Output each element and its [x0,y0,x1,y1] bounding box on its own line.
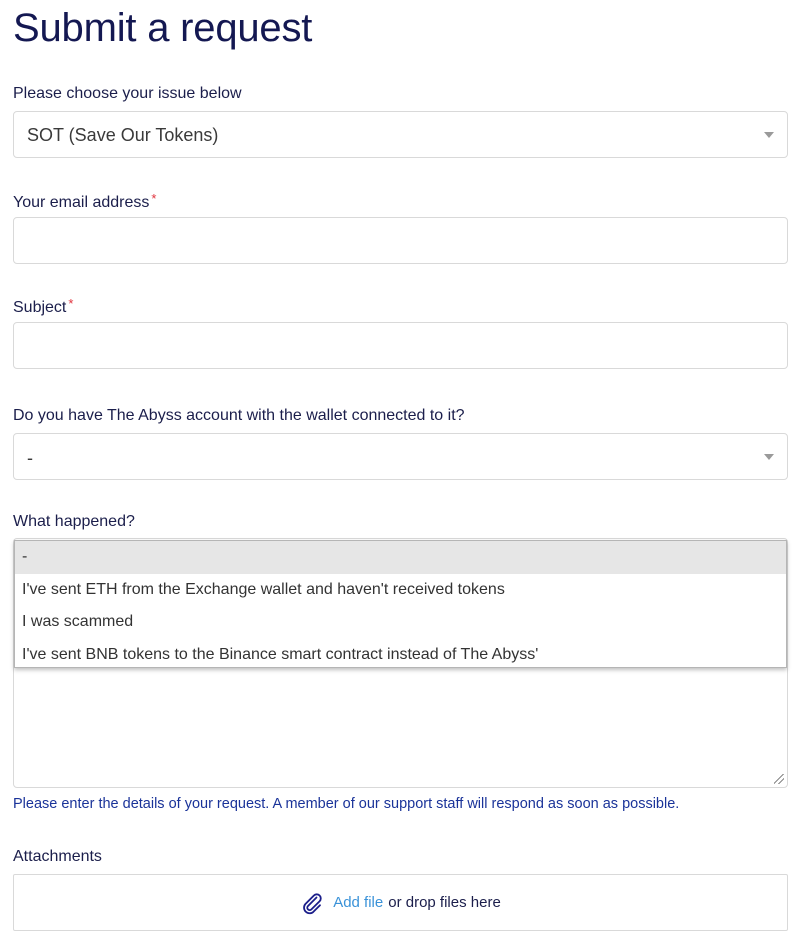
happened-dropdown-list[interactable] [14,540,787,668]
subject-label-text: Subject [13,299,67,316]
subject-label [13,296,73,317]
required-mark: * [151,191,157,206]
description-hint: Please enter the details of your request. A member of our support staff will respond as soon as possible. [13,796,680,812]
email-label-text: Your email address [13,194,150,211]
attachments-label: Attachments [13,848,102,865]
resize-handle-icon[interactable] [774,774,784,784]
account-label: Do you have The Abyss account with the wallet connected to it? [13,407,465,424]
email-field[interactable] [13,217,788,264]
dropdown-option[interactable]: I've sent BNB tokens to the Binance smart contract instead of The Abyss' [22,645,539,663]
caret-down-icon [764,454,774,460]
page-title: Submit a request [13,6,313,50]
account-select-value: - [27,448,33,468]
subject-field[interactable] [13,322,788,369]
paperclip-icon [300,891,324,915]
dropdown-option[interactable]: I've sent ETH from the Exchange wallet and haven't received tokens [22,580,505,598]
attachment-dropzone[interactable] [13,874,788,931]
issue-select-value: SOT (Save Our Tokens) [27,125,219,145]
issue-select[interactable] [13,111,788,158]
email-label [13,191,156,212]
issue-label: Please choose your issue below [13,85,242,102]
dropdown-option[interactable]: - [15,541,786,574]
account-select[interactable] [13,433,788,480]
caret-down-icon [764,132,774,138]
dropdown-option[interactable]: I was scammed [22,613,134,630]
drop-files-text: or drop files here [388,894,501,911]
happened-label: What happened? [13,513,135,530]
required-mark: * [68,296,74,311]
add-file-link[interactable]: Add file [333,894,384,911]
